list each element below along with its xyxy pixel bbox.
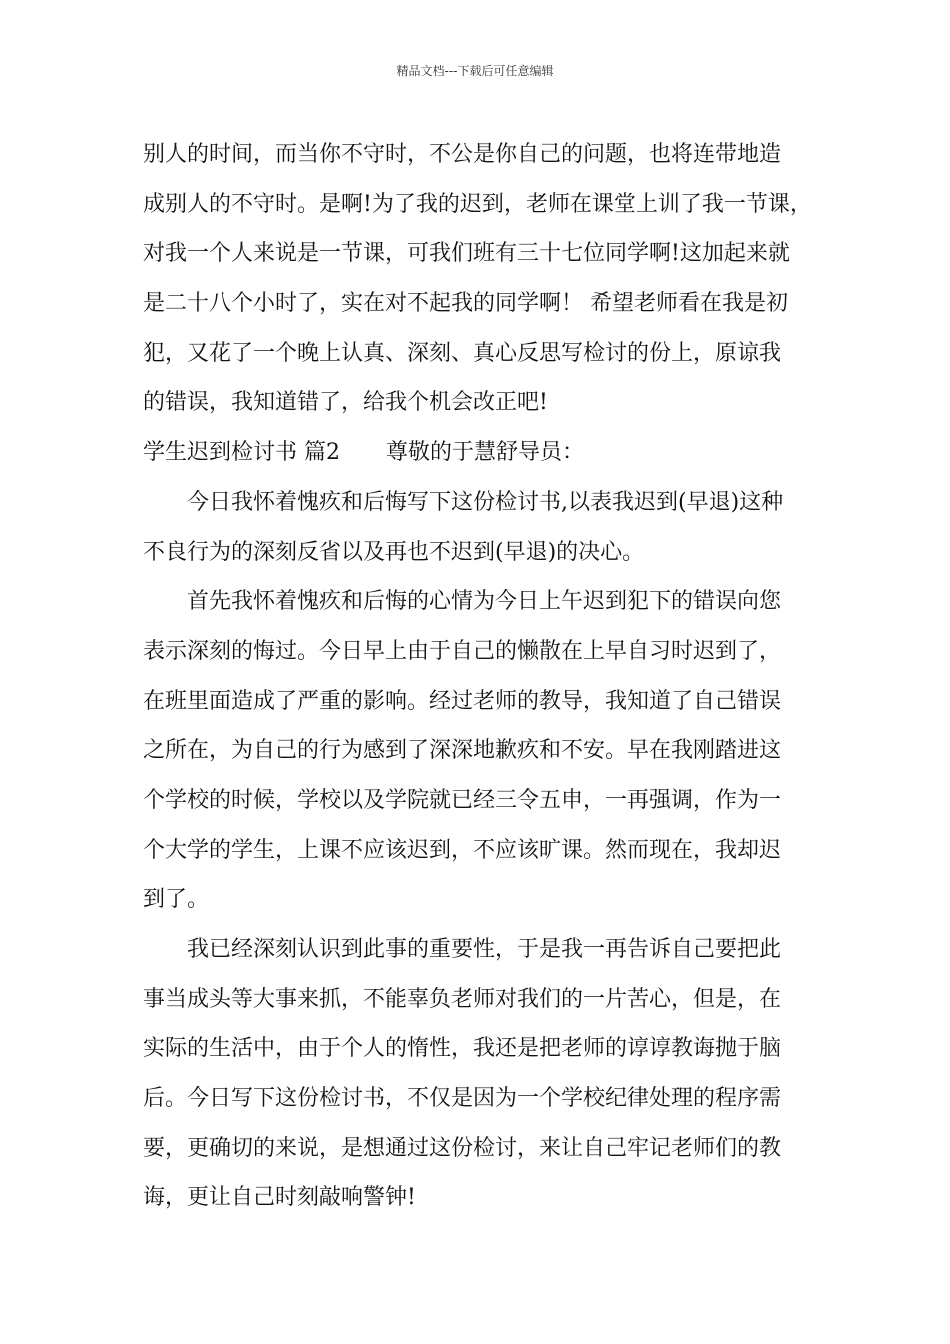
text-line: 个学校的时候，学校以及学院就已经三令五申，一再强调，作为一 xyxy=(143,787,782,813)
text-line: 之所在，为自己的行为感到了深深地歉疚和不安。早在我刚踏进这 xyxy=(143,738,782,764)
text-line: 不良行为的深刻反省以及再也不迟到(早退)的决心。 xyxy=(143,539,645,565)
text-line: 的错误，我知道错了，给我个机会改正吧! xyxy=(143,390,548,416)
text-line: 对我一个人来说是一节课，可我们班有三十七位同学啊!这加起来就 xyxy=(143,241,790,267)
text-line: 我已经深刻认识到此事的重要性，于是我一再告诉自己要把此 xyxy=(187,937,782,962)
text-line: 事当成头等大事来抓，不能辜负老师对我们的一片苦心，但是，在 xyxy=(143,986,782,1012)
section-heading xyxy=(143,428,823,478)
text-line: 犯，又花了一个晚上认真、深刻、真心反思写检讨的份上，原谅我 xyxy=(143,340,782,366)
text-line: 别人的时间，而当你不守时，不公是你自己的问题，也将连带地造 xyxy=(143,142,782,167)
paragraph-4 xyxy=(143,925,823,1223)
document-body xyxy=(143,130,823,1223)
text-line: 在班里面造成了严重的影响。经过老师的教导，我知道了自己错误 xyxy=(143,688,782,714)
text-line: 个大学的学生，上课不应该迟到，不应该旷课。然而现在，我却迟 xyxy=(143,837,782,863)
paragraph-2 xyxy=(143,478,823,577)
text-line: 表示深刻的悔过。今日早上由于自己的懒散在上早自习时迟到了， xyxy=(143,638,782,664)
text-line: 今日我怀着愧疚和后悔写下这份检讨书,以表我迟到(早退)这种 xyxy=(187,489,784,515)
text-line: 实际的生活中，由于个人的惰性，我还是把老师的谆谆教诲抛于脑 xyxy=(143,1036,782,1062)
paragraph-1 xyxy=(143,130,823,428)
section-title: 学生迟到检讨书 篇2 xyxy=(143,440,340,466)
text-line: 是二十八个小时了，实在对不起我的同学啊！ 希望老师看在我是初 xyxy=(143,291,788,317)
text-line: 诲，更让自己时刻敲响警钟! xyxy=(143,1185,416,1211)
text-line: 成别人的不守时。是啊!为了我的迟到，老师在课堂上训了我一节课， xyxy=(143,191,812,217)
page-header: 精品文档---下载后可任意编辑 xyxy=(396,64,554,78)
text-line: 到了。 xyxy=(143,887,210,913)
text-line: 要，更确切的来说，是想通过这份检讨，来让自己牢记老师们的教 xyxy=(143,1135,782,1161)
text-line: 首先我怀着愧疚和后悔的心情为今日上午迟到犯下的错误向您 xyxy=(187,589,782,615)
paragraph-3 xyxy=(143,577,823,925)
text-line: 后。今日写下这份检讨书，不仅是因为一个学校纪律处理的程序需 xyxy=(143,1086,782,1112)
salutation: 尊敬的于慧舒导员： xyxy=(386,440,585,466)
